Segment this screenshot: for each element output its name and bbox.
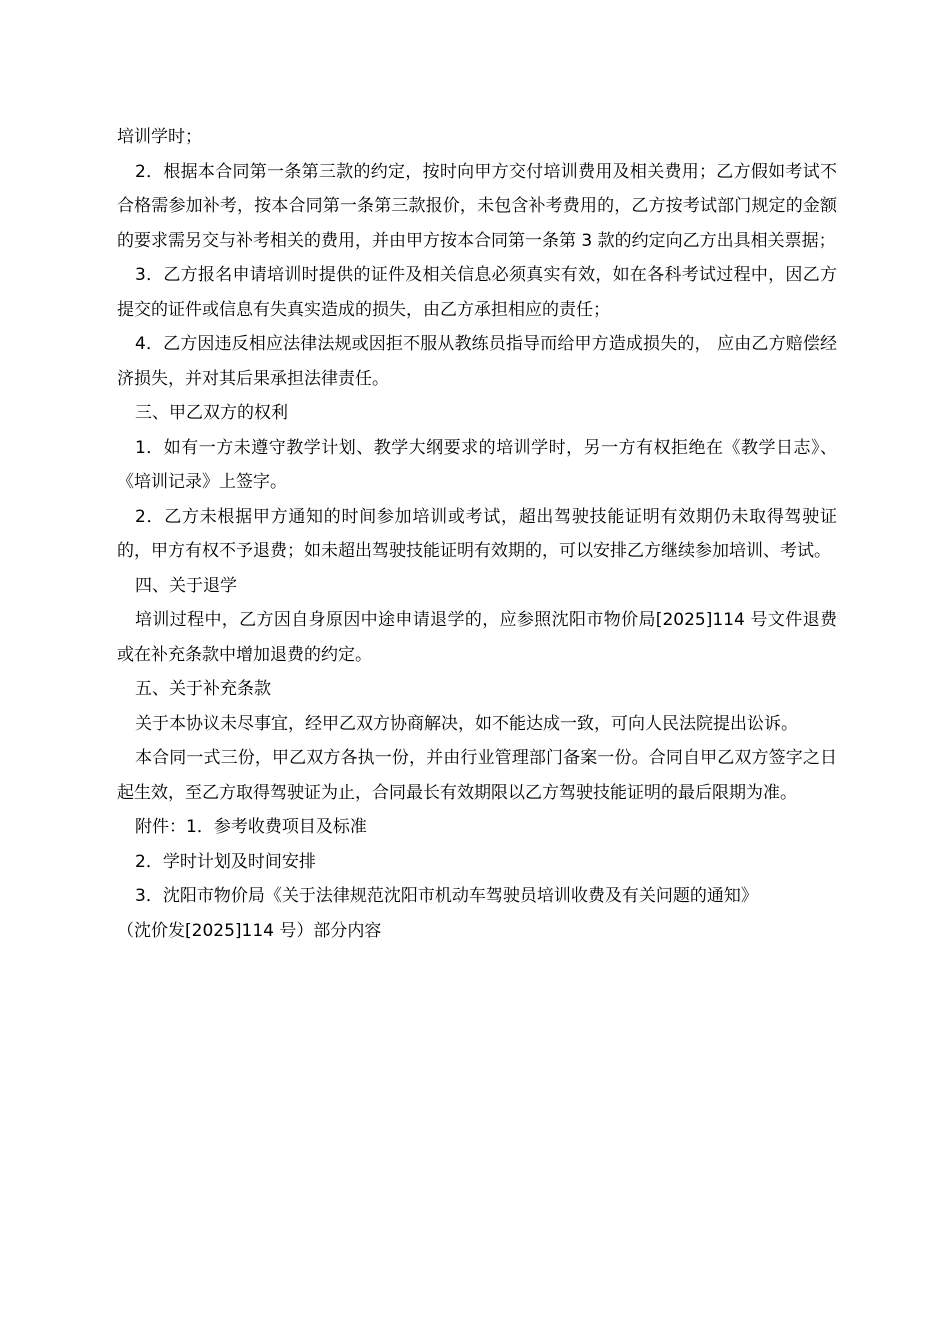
section-heading-rights: 三、甲乙双方的权利 — [135, 403, 288, 423]
attachment-item-3-continued: （沈价发[2025]114 号）部分内容 — [117, 920, 382, 941]
paragraph-rights-1: 1．如有一方未遵守教学计划、教学大纲要求的培训学时，另一方有权拒绝在《教学日志》、《培训记录》上签字。 — [117, 437, 837, 492]
section-heading-supplementary: 五、关于补充条款 — [135, 679, 271, 699]
paragraph-obligation-4: 4．乙方因违反相应法律法规或因拒不服从教练员指导而给甲方造成损失的， 应由乙方赔偿经济损失，并对其后果承担法律责任。 — [117, 334, 837, 389]
paragraph-rights-2: 2．乙方未根据甲方通知的时间参加培训或考试，超出驾驶技能证明有效期仍未取得驾驶证的，甲方有权不予退费；如未超出驾驶技能证明有效期的，可以安排乙方继续参加培训、考试。 — [117, 506, 837, 561]
attachment-item-1: 附件：1．参考收费项目及标准 — [135, 817, 367, 837]
paragraph-obligation-3: 3．乙方报名申请培训时提供的证件及相关信息必须真实有效，如在各科考试过程中，因乙方提交的证件或信息有失真实造成的损失，由乙方承担相应的责任； — [117, 265, 837, 320]
document-body — [117, 120, 837, 948]
paragraph-obligation-2: 2．根据本合同第一条第三款的约定，按时向甲方交付培训费用及相关费用；乙方假如考试不合格需参加补考，按本合同第一条第三款报价，未包含补考费用的，乙方按考试部门规定的金额的要求需另交与补考相关的费用，并由甲方按本合同第一条第 3 款的约定向乙方出具相关票据； — [117, 161, 837, 251]
paragraph-training-hours-tail: 培训学时； — [117, 127, 202, 147]
attachment-item-2: 2．学时计划及时间安排 — [135, 851, 316, 872]
paragraph-withdrawal: 培训过程中，乙方因自身原因中途申请退学的，应参照沈阳市物价局[2025]114 号文件退费或在补充条款中增加退费的约定。 — [117, 610, 837, 665]
paragraph-supplementary: 关于本协议未尽事宜，经甲乙双方协商解决，如不能达成一致，可向人民法院提出讼诉。 — [135, 713, 798, 734]
section-heading-withdrawal: 四、关于退学 — [135, 575, 237, 596]
attachment-item-3: 3．沈阳市物价局《关于法律规范沈阳市机动车驾驶员培训收费及有关问题的通知》 — [135, 886, 758, 906]
paragraph-copies-validity: 本合同一式三份，甲乙双方各执一份，并由行业管理部门备案一份。合同自甲乙双方签字之日起生效，至乙方取得驾驶证为止，合同最长有效期限以乙方驾驶技能证明的最后限期为准。 — [117, 748, 837, 803]
